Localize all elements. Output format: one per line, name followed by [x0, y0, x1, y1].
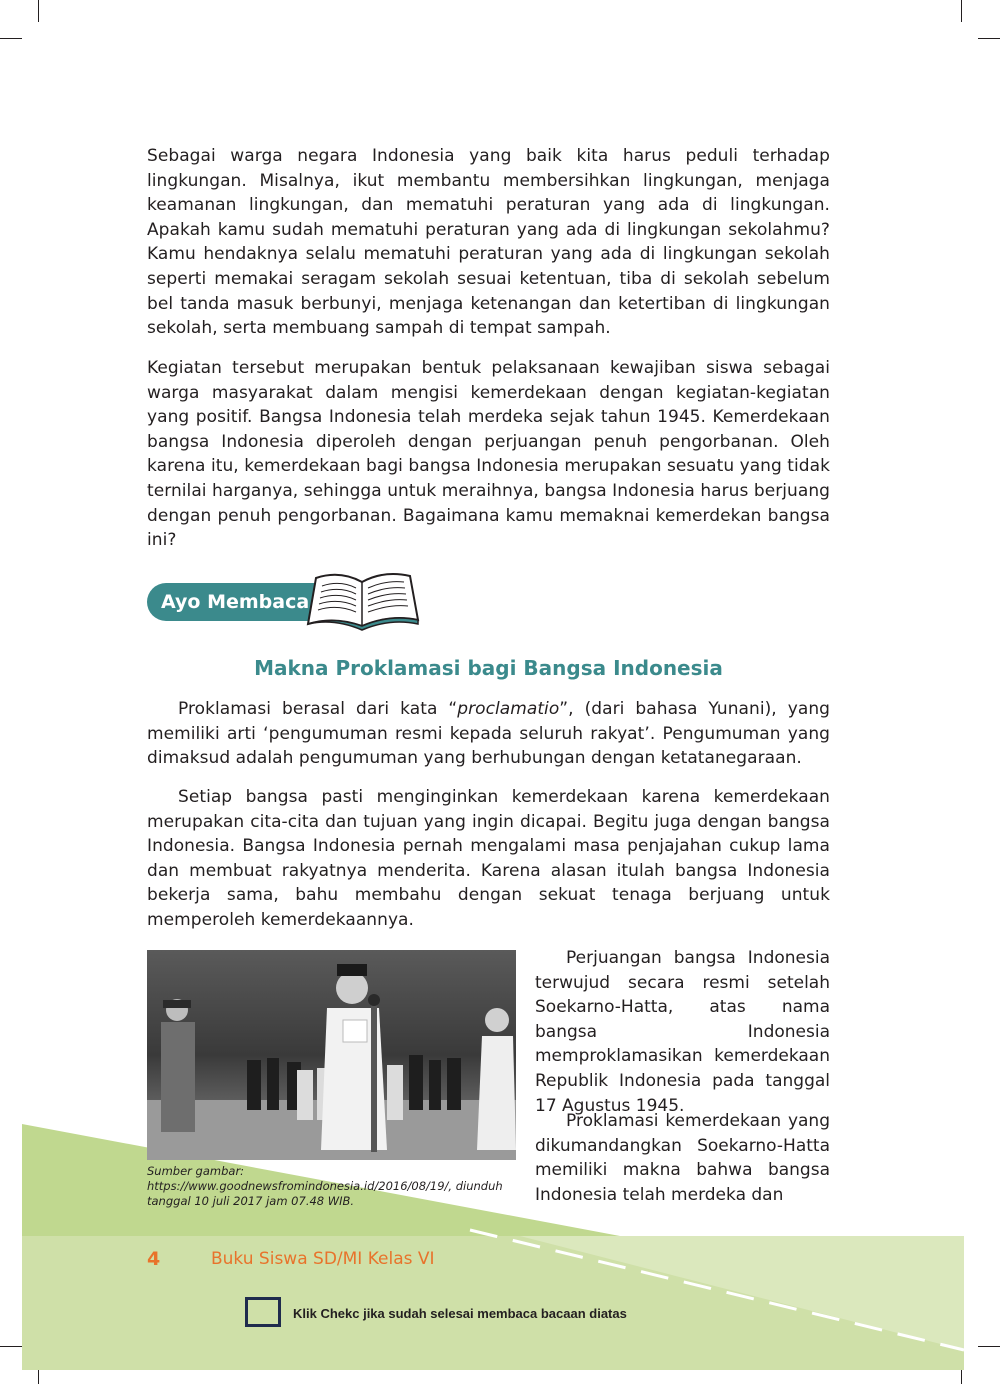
paragraph-intro: Sebagai warga negara Indonesia yang baik kita harus peduli terhadap lingkungan. Misalnya, ikut membantu membersihkan lingkungan, menjaga keamanan lingkungan, dan mematuhi peraturan yang ada di lingkungan. Apakah kamu sudah mematuhi peraturan yang ada di lingkungan sekolahmu? Kamu hendaknya selalu mematuhi peraturan yang ada di lingkungan sekolah seperti memakai seragam sekolah sesuai ketentuan, tiba di sekolah sebelum bel tanda masuk berbunyi, menjaga ketenangan dan ketertiban di lingkungan sekolah, serta membuang sampah di tempat sampah. — [147, 146, 830, 339]
paragraph-kewajiban: Kegiatan tersebut merupakan bentuk pelaksanaan kewajiban siswa sebagai warga masyarakat dalam mengisi kemerdekaan dengan kegiatan-kegiatan yang positif. Bangsa Indonesia telah merdeka sejak tahun 1945. Kemerdekaan bangsa Indonesia diperoleh dengan perjuangan penuh pengorbanan. Oleh karena itu, kemerdekaan bagi bangsa Indonesia merupakan sesuatu yang tidak ternilai harganya, sehingga untuk meraihnya, bangsa Indonesia harus berjuang dengan penuh pengorbanan. Bagaimana kamu memaknai kemerdekan bangsa ini? — [147, 358, 830, 551]
section-title: Makna Proklamasi bagi Bangsa Indonesia — [254, 656, 723, 680]
crop-mark — [978, 38, 1000, 39]
ayo-membaca-badge: Ayo Membaca — [147, 583, 325, 621]
crop-mark — [38, 0, 39, 22]
proclamation-photo — [147, 950, 516, 1160]
book-title: Buku Siswa SD/MI Kelas VI — [211, 1249, 435, 1269]
paragraph-makna: Proklamasi kemerdekaan yang dikumandangkan Soekarno-Hatta memiliki makna bahwa bangsa Indonesia telah merdeka dan — [535, 1111, 830, 1205]
paragraph-proklamasi-rest: ”, (dari bahasa Yunani), yang memiliki arti ‘pengumuman resmi kepada seluruh rakyat’. Pengumuman yang dimaksud adalah pengumuman yang berhubungan dengan ketatanegaraan. — [147, 699, 831, 769]
paragraph-proklamasi — [147, 697, 830, 771]
read-complete-checkbox[interactable] — [245, 1297, 281, 1327]
paragraph-proklamasi-start: Proklamasi berasal dari kata “ — [178, 699, 458, 719]
crop-mark — [0, 38, 22, 39]
paragraph-kemerdekaan: Setiap bangsa pasti menginginkan kemerdekaan karena kemerdekaan merupakan cita-cita dan tujuan yang ingin dicapai. Begitu juga dengan bangsa Indonesia. Bangsa Indonesia pernah mengalami masa penjajahan cukup lama dan membuat rakyatnya menderita. Karena alasan itulah bangsa Indonesia bekerja sama, bahu membahu dengan sekuat tenaga berjuang untuk memperoleh kemerdekaannya. — [147, 787, 830, 930]
crop-mark — [961, 0, 962, 22]
paragraph-perjuangan: Perjuangan bangsa Indonesia terwujud secara resmi setelah Soekarno-Hatta, atas nama bangsa Indonesia memproklamasikan kemerdekaan Republik Indonesia pada tanggal 17 Agustus 1945. — [535, 948, 830, 1116]
term-proclamatio: proclamatio — [457, 699, 560, 719]
checkbox-label: Klik Chekc jika sudah selesai membaca bacaan diatas — [293, 1306, 627, 1321]
page-number: 4 — [147, 1248, 161, 1270]
open-book-icon — [300, 568, 424, 634]
photo-caption: Sumber gambar: https://www.goodnewsfromindonesia.id/2016/08/19/, diunduh tanggal 10 juli 2017 jam 07.48 WIB. — [147, 1164, 503, 1208]
